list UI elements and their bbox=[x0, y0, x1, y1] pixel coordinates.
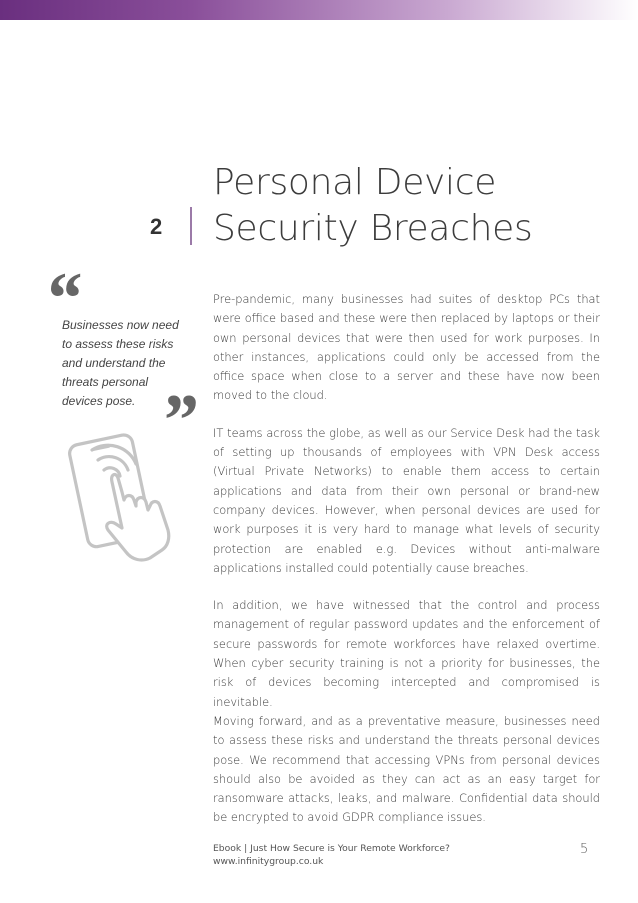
body-paragraph-4: Moving forward, and as a preventative measure, businesses need to assess these risks and understand the threats personal devices pose. We recommend that accessing VPNs from personal devices should also be avoided as they can act as an easy target for ransomware attacks, leaks, and malware. Confidential data should be encrypted to avoid GDPR compliance issues. bbox=[213, 713, 600, 825]
chapter-number: 2 bbox=[150, 214, 163, 239]
page-title bbox=[213, 160, 532, 252]
open-quote-mark: “ bbox=[44, 258, 81, 340]
pull-quote-text: Businesses now need to assess these risks and understand the threats personal devices pose. bbox=[62, 318, 179, 408]
header-gradient-bar bbox=[0, 0, 638, 20]
page-title-line-2: Security Breaches bbox=[213, 208, 533, 249]
body-paragraph-3: In addition, we have witnessed that the control and process management of regular password updates and the enforcement of secure passwords for remote workforces have relaxed overtime. When cyber security training is not a priority for businesses, the risk of devices becoming intercepted and compromised is inevitable. bbox=[213, 598, 600, 709]
close-quote-mark: ” bbox=[160, 380, 197, 462]
body-paragraph-2: IT teams across the globe, as well as our Service Desk had the task of setting up thousands of employees with VPN Desk access (Virtual Private Networks) to enable them access to certain applications and data from their own personal or brand-new company devices. However, when personal devices are used for work purposes it is very hard to manage what levels of security protection are enabled e.g. Devices without anti-malware applications installed could potentially cause breaches. bbox=[213, 425, 600, 575]
footer-url-link[interactable]: www.infinitygroup.co.uk bbox=[213, 856, 324, 867]
body-paragraph-1: Pre-pandemic, many businesses had suites of desktop PCs that were office based and these were then replaced by laptops or their own personal devices that were then used for work purposes. In other instances, applications could only be accessed from the office space when close to a server and these have now been moved to the cloud. bbox=[213, 292, 600, 403]
page-title-line-1: Personal Device bbox=[213, 162, 497, 203]
page-number: 5 bbox=[580, 842, 589, 857]
footer-ebook-title: Ebook | Just How Secure is Your Remote Workforce? bbox=[213, 843, 450, 854]
body-text bbox=[213, 290, 600, 828]
tablet-touch-icon bbox=[64, 420, 174, 570]
chapter-divider bbox=[190, 207, 192, 245]
